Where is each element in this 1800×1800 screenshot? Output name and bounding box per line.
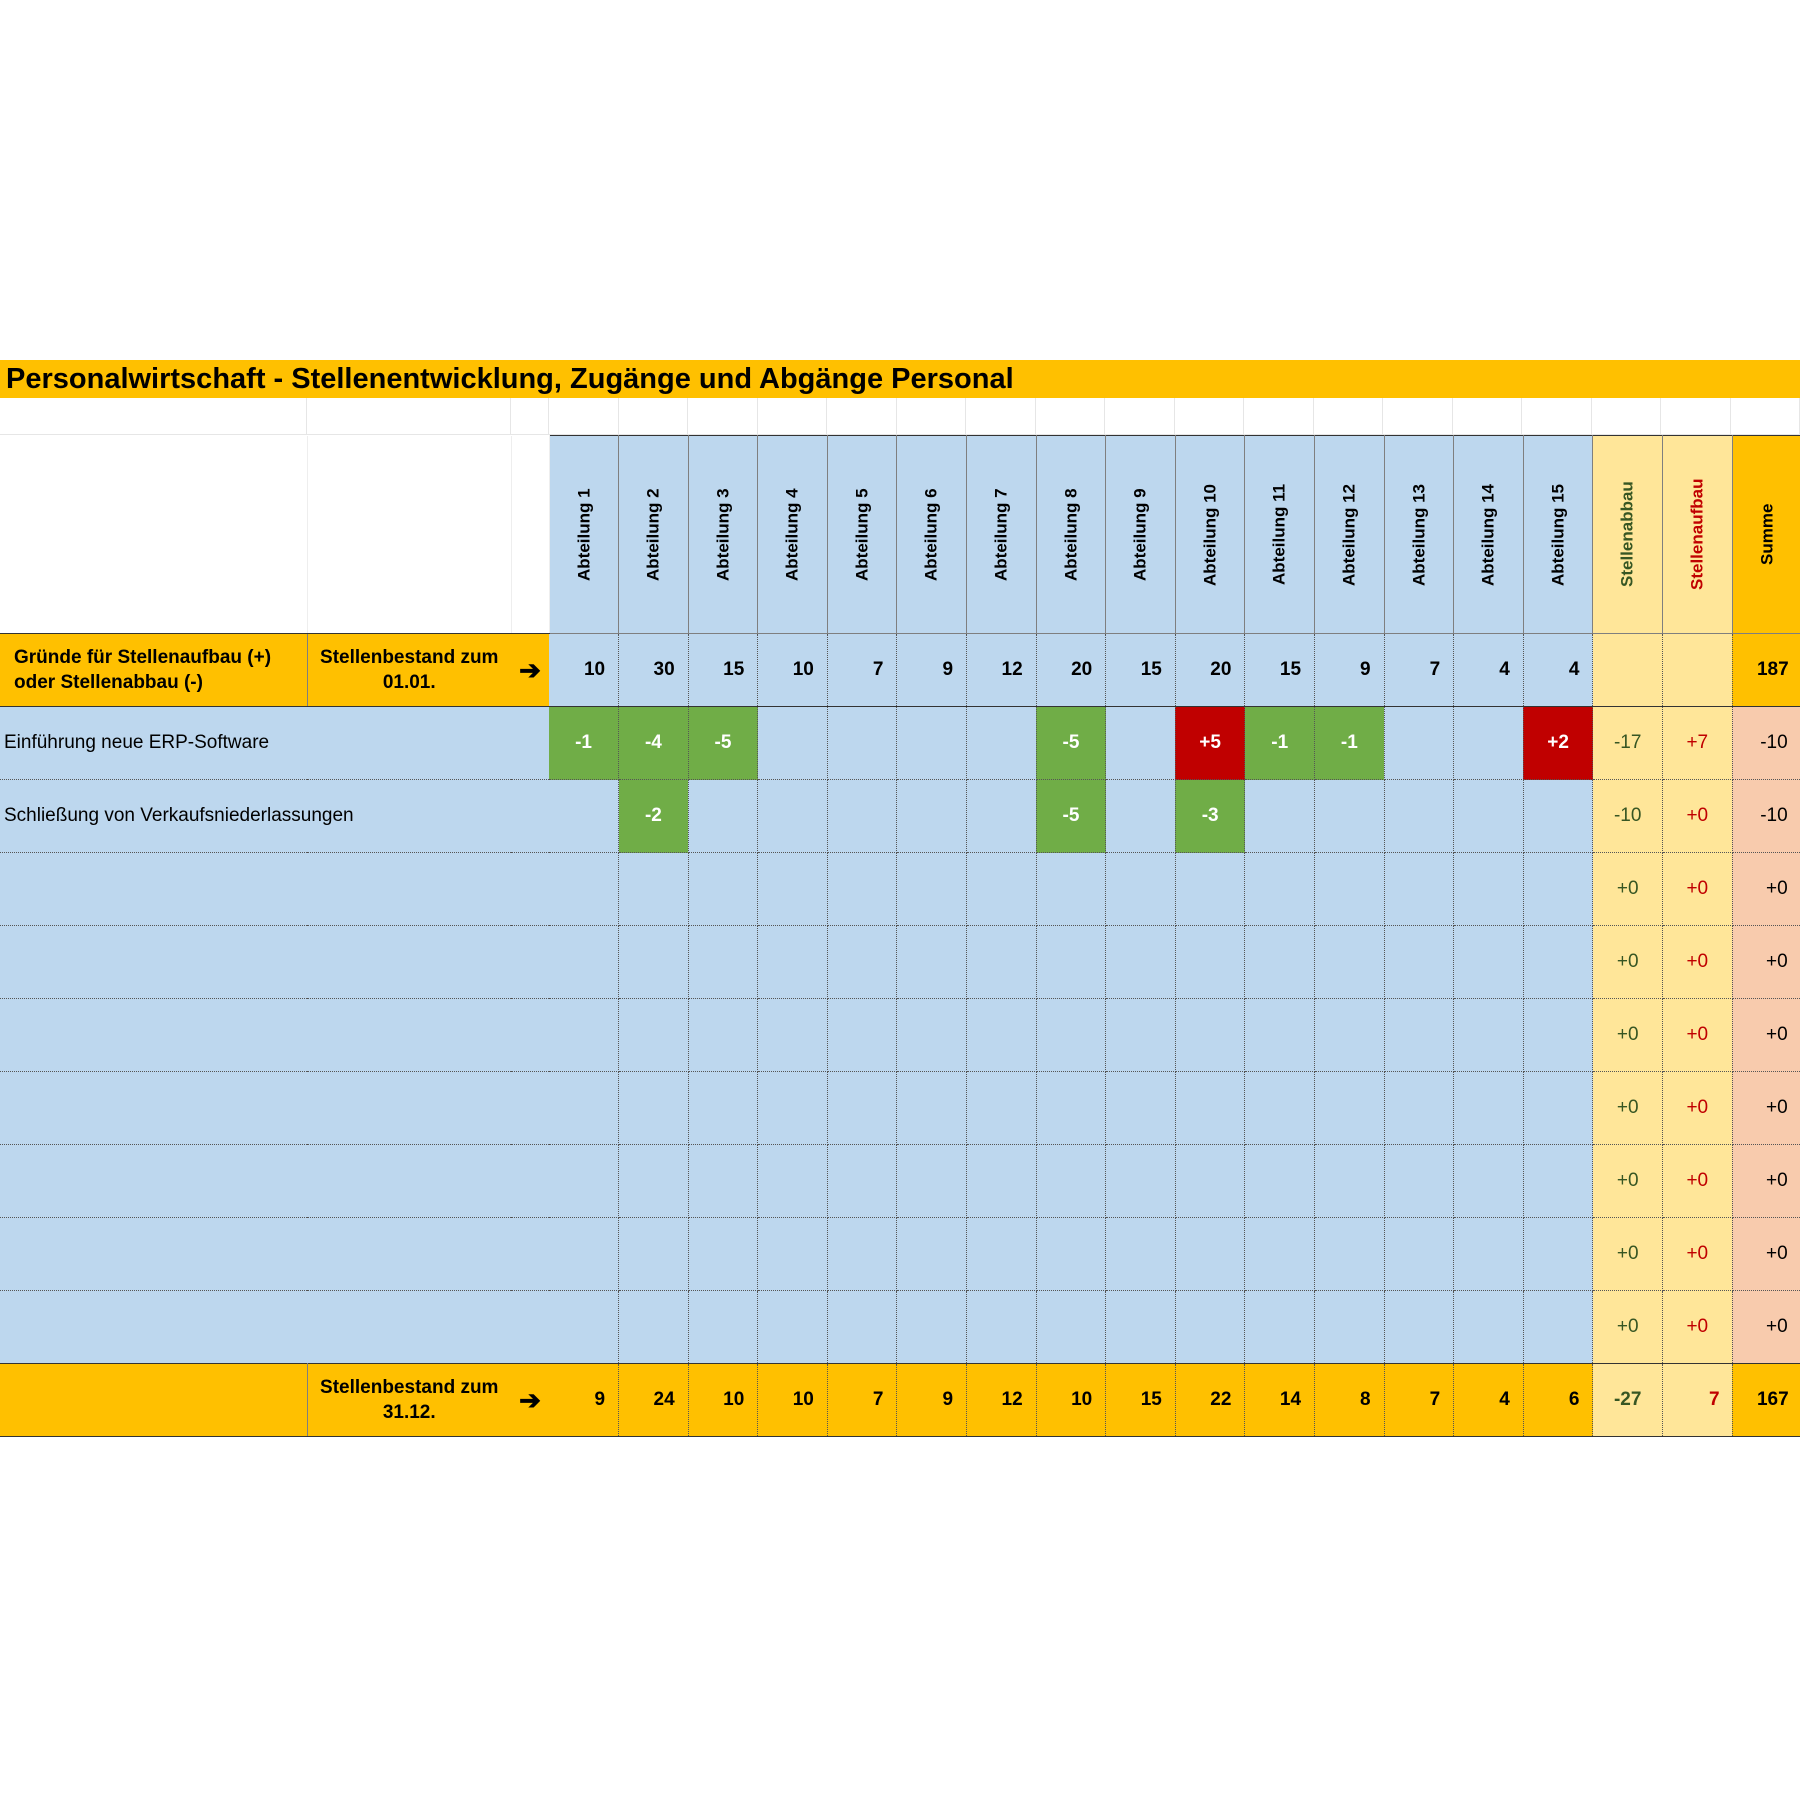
aufbau-cell[interactable]: +0 — [1663, 1218, 1733, 1291]
department-header[interactable] — [1106, 436, 1176, 634]
change-cell[interactable] — [1454, 780, 1524, 853]
change-cell[interactable] — [1245, 1145, 1315, 1218]
department-header[interactable] — [1454, 436, 1524, 634]
change-cell[interactable] — [1175, 853, 1245, 926]
empty-cell[interactable] — [619, 398, 689, 435]
empty-cell[interactable] — [307, 398, 511, 435]
change-cell[interactable] — [1175, 1072, 1245, 1145]
abbau-cell[interactable]: +0 — [1593, 1072, 1663, 1145]
change-cell[interactable] — [688, 1218, 758, 1291]
summe-cell[interactable]: +0 — [1732, 1072, 1800, 1145]
change-cell[interactable] — [619, 1218, 689, 1291]
department-header-label: Abteilung 10 — [1200, 483, 1220, 586]
department-header-label: Abteilung 6 — [921, 488, 941, 581]
change-cell[interactable] — [897, 1145, 967, 1218]
change-cell[interactable] — [1175, 999, 1245, 1072]
end-value[interactable]: 10 — [688, 1364, 758, 1437]
empty-cell[interactable] — [1731, 398, 1800, 435]
change-cell[interactable] — [1454, 853, 1524, 926]
reasons-header[interactable]: Gründe für Stellenaufbau (+) oder Stellenabbau (-) — [0, 634, 307, 707]
change-cell[interactable] — [1454, 1291, 1524, 1364]
change-cell[interactable] — [1106, 853, 1176, 926]
empty-cell[interactable] — [1453, 398, 1523, 435]
reason-cell[interactable] — [0, 999, 549, 1072]
change-cell[interactable] — [1523, 780, 1593, 853]
change-cell[interactable] — [827, 780, 897, 853]
change-cell[interactable] — [1315, 853, 1385, 926]
summe-cell[interactable]: +0 — [1732, 999, 1800, 1072]
end-value[interactable]: 9 — [549, 1364, 619, 1437]
change-cell[interactable] — [758, 999, 828, 1072]
change-cell[interactable] — [1523, 999, 1593, 1072]
change-cell[interactable] — [1315, 1218, 1385, 1291]
aufbau-cell[interactable]: +0 — [1663, 999, 1733, 1072]
start-value[interactable]: 7 — [1384, 634, 1454, 707]
change-cell[interactable] — [688, 780, 758, 853]
abbau-cell[interactable]: -17 — [1593, 707, 1663, 780]
summe-header-label: Summe — [1756, 503, 1776, 566]
empty-header-cell[interactable] — [0, 436, 307, 634]
change-cell[interactable] — [827, 1145, 897, 1218]
change-cell[interactable] — [1454, 926, 1524, 999]
empty-cell[interactable] — [688, 398, 758, 435]
change-cell[interactable] — [758, 926, 828, 999]
change-cell[interactable] — [967, 999, 1037, 1072]
reason-row — [0, 1218, 1800, 1291]
change-cell[interactable] — [1106, 780, 1176, 853]
empty-cell[interactable] — [1244, 398, 1314, 435]
change-cell[interactable] — [619, 999, 689, 1072]
start-value[interactable]: 10 — [549, 634, 619, 707]
change-cell[interactable] — [1315, 999, 1385, 1072]
change-cell[interactable] — [688, 999, 758, 1072]
reason-cell[interactable] — [0, 853, 549, 926]
empty-cell[interactable] — [1661, 398, 1731, 435]
abbau-cell[interactable]: +0 — [1593, 999, 1663, 1072]
end-value[interactable]: 8 — [1315, 1364, 1385, 1437]
empty-header-cell[interactable] — [511, 436, 549, 634]
change-cell[interactable] — [897, 926, 967, 999]
change-cell[interactable] — [897, 1072, 967, 1145]
start-value[interactable]: 15 — [1106, 634, 1176, 707]
reason-row — [0, 1145, 1800, 1218]
change-cell[interactable] — [758, 1145, 828, 1218]
change-cell[interactable] — [1384, 1072, 1454, 1145]
header-row — [0, 436, 1800, 634]
empty-cell[interactable] — [1592, 398, 1662, 435]
change-cell[interactable] — [1315, 1145, 1385, 1218]
personnel-table — [0, 435, 1800, 1437]
department-header[interactable] — [1175, 436, 1245, 634]
change-cell[interactable] — [619, 926, 689, 999]
department-header[interactable] — [619, 436, 689, 634]
change-cell[interactable] — [1036, 1218, 1106, 1291]
summe-cell[interactable]: -10 — [1732, 780, 1800, 853]
change-cell[interactable] — [1036, 853, 1106, 926]
change-cell[interactable] — [1315, 926, 1385, 999]
change-cell[interactable] — [1384, 926, 1454, 999]
end-value[interactable]: 6 — [1523, 1364, 1593, 1437]
change-cell[interactable] — [827, 1072, 897, 1145]
change-cell[interactable] — [1384, 780, 1454, 853]
department-header-label: Abteilung 13 — [1408, 483, 1428, 586]
change-cell[interactable]: -4 — [619, 707, 689, 780]
arrow-icon: ➔ — [511, 634, 549, 707]
change-cell[interactable] — [897, 1218, 967, 1291]
change-cell[interactable] — [1106, 707, 1176, 780]
reason-row — [0, 926, 1800, 999]
empty-cell[interactable] — [0, 1364, 307, 1437]
abbau-cell[interactable]: +0 — [1593, 1291, 1663, 1364]
change-cell[interactable] — [758, 780, 828, 853]
aufbau-cell[interactable]: +0 — [1663, 1145, 1733, 1218]
department-header-label: Abteilung 2 — [643, 488, 663, 581]
end-value[interactable]: 22 — [1175, 1364, 1245, 1437]
change-cell[interactable] — [1175, 1145, 1245, 1218]
department-header[interactable] — [897, 436, 967, 634]
department-header[interactable] — [688, 436, 758, 634]
change-cell[interactable] — [619, 1145, 689, 1218]
reason-row — [0, 707, 1800, 780]
change-cell[interactable] — [827, 707, 897, 780]
aufbau-cell[interactable]: +0 — [1663, 926, 1733, 999]
change-cell[interactable] — [1523, 1145, 1593, 1218]
abbau-cell[interactable]: +0 — [1593, 853, 1663, 926]
department-header[interactable] — [1245, 436, 1315, 634]
end-value[interactable]: 9 — [897, 1364, 967, 1437]
aufbau-cell[interactable]: +7 — [1663, 707, 1733, 780]
empty-cell[interactable] — [1314, 398, 1384, 435]
change-cell[interactable] — [1245, 1291, 1315, 1364]
end-balance-label[interactable]: Stellenbestand zum 31.12. — [307, 1364, 511, 1437]
reason-row — [0, 780, 1800, 853]
summe-cell[interactable]: +0 — [1732, 926, 1800, 999]
sheet-title: Personalwirtschaft - Stellenentwicklung, Zugänge und Abgänge Personal — [0, 360, 1800, 398]
change-cell[interactable]: -1 — [1245, 707, 1315, 780]
change-cell[interactable] — [1454, 707, 1524, 780]
change-cell[interactable] — [1245, 926, 1315, 999]
change-cell[interactable] — [549, 780, 619, 853]
department-header-label: Abteilung 7 — [991, 488, 1011, 581]
change-cell[interactable]: -3 — [1175, 780, 1245, 853]
change-cell[interactable] — [549, 926, 619, 999]
change-cell[interactable]: -5 — [688, 707, 758, 780]
end-value[interactable]: 7 — [827, 1364, 897, 1437]
change-cell[interactable] — [758, 1218, 828, 1291]
change-cell[interactable]: +5 — [1175, 707, 1245, 780]
change-cell[interactable]: -5 — [1036, 707, 1106, 780]
abbau-cell[interactable]: +0 — [1593, 1218, 1663, 1291]
change-cell[interactable] — [1315, 780, 1385, 853]
reason-row — [0, 1291, 1800, 1364]
start-summe[interactable]: 187 — [1732, 634, 1800, 707]
empty-cell[interactable] — [549, 398, 619, 435]
change-cell[interactable] — [1315, 1291, 1385, 1364]
change-cell[interactable] — [897, 780, 967, 853]
empty-cell[interactable] — [1383, 398, 1453, 435]
change-cell[interactable] — [967, 707, 1037, 780]
change-cell[interactable] — [1106, 1291, 1176, 1364]
department-header-label: Abteilung 12 — [1339, 483, 1359, 586]
abbau-cell[interactable]: +0 — [1593, 926, 1663, 999]
change-cell[interactable]: +2 — [1523, 707, 1593, 780]
change-cell[interactable]: -1 — [549, 707, 619, 780]
start-value[interactable]: 7 — [827, 634, 897, 707]
change-cell[interactable] — [1036, 1291, 1106, 1364]
start-value[interactable]: 30 — [619, 634, 689, 707]
change-cell[interactable] — [1106, 999, 1176, 1072]
aufbau-cell[interactable]: +0 — [1663, 853, 1733, 926]
change-cell[interactable] — [688, 926, 758, 999]
change-cell[interactable] — [1245, 780, 1315, 853]
end-value[interactable]: 7 — [1384, 1364, 1454, 1437]
department-header[interactable] — [1315, 436, 1385, 634]
change-cell[interactable] — [549, 853, 619, 926]
end-value[interactable]: 15 — [1106, 1364, 1176, 1437]
empty-cell[interactable] — [1036, 398, 1106, 435]
reason-cell[interactable] — [0, 1291, 549, 1364]
change-cell[interactable] — [967, 1291, 1037, 1364]
change-cell[interactable] — [1523, 853, 1593, 926]
empty-cell[interactable] — [1105, 398, 1175, 435]
change-cell[interactable] — [1036, 926, 1106, 999]
end-value[interactable]: 10 — [1036, 1364, 1106, 1437]
end-value[interactable]: 10 — [758, 1364, 828, 1437]
change-cell[interactable] — [827, 1291, 897, 1364]
change-cell[interactable] — [758, 1291, 828, 1364]
change-cell[interactable] — [1175, 1218, 1245, 1291]
change-cell[interactable] — [688, 1291, 758, 1364]
department-header[interactable] — [967, 436, 1037, 634]
aufbau-cell[interactable]: +0 — [1663, 780, 1733, 853]
change-cell[interactable] — [897, 853, 967, 926]
department-header-label: Abteilung 14 — [1478, 483, 1498, 586]
change-cell[interactable] — [1454, 1072, 1524, 1145]
reason-cell[interactable] — [0, 1145, 549, 1218]
reason-row — [0, 853, 1800, 926]
end-value[interactable]: 12 — [967, 1364, 1037, 1437]
stellenaufbau-header-label: Stellenaufbau — [1687, 478, 1707, 591]
start-value[interactable]: 12 — [967, 634, 1037, 707]
change-cell[interactable] — [1315, 1072, 1385, 1145]
department-header[interactable] — [1384, 436, 1454, 634]
abbau-cell[interactable]: +0 — [1593, 1145, 1663, 1218]
change-cell[interactable] — [688, 1072, 758, 1145]
empty-cell[interactable] — [1522, 398, 1592, 435]
end-value[interactable]: 4 — [1454, 1364, 1524, 1437]
empty-cell[interactable] — [0, 398, 307, 435]
empty-cell[interactable] — [966, 398, 1036, 435]
change-cell[interactable] — [1036, 999, 1106, 1072]
change-cell[interactable] — [1384, 1291, 1454, 1364]
change-cell[interactable] — [967, 853, 1037, 926]
empty-cell[interactable] — [1175, 398, 1245, 435]
department-header-label: Abteilung 5 — [852, 488, 872, 581]
department-header-label: Abteilung 3 — [712, 488, 732, 581]
change-cell[interactable] — [549, 1291, 619, 1364]
change-cell[interactable] — [619, 1072, 689, 1145]
change-cell[interactable]: -2 — [619, 780, 689, 853]
change-cell[interactable] — [1384, 1218, 1454, 1291]
change-cell[interactable] — [827, 853, 897, 926]
change-cell[interactable] — [1523, 1291, 1593, 1364]
reason-row — [0, 1072, 1800, 1145]
start-balance-label[interactable]: Stellenbestand zum 01.01. — [307, 634, 511, 707]
stellenabbau-header[interactable] — [1593, 436, 1663, 634]
change-cell[interactable] — [1175, 926, 1245, 999]
department-header[interactable] — [1523, 436, 1593, 634]
department-header-label: Abteilung 8 — [1060, 488, 1080, 581]
reason-cell[interactable] — [0, 926, 549, 999]
department-header[interactable] — [549, 436, 619, 634]
change-cell[interactable] — [549, 999, 619, 1072]
end-aufbau[interactable]: 7 — [1663, 1364, 1733, 1437]
change-cell[interactable] — [758, 1072, 828, 1145]
change-cell[interactable] — [1036, 1072, 1106, 1145]
summe-cell[interactable]: -10 — [1732, 707, 1800, 780]
change-cell[interactable] — [758, 707, 828, 780]
change-cell[interactable] — [688, 853, 758, 926]
change-cell[interactable]: -5 — [1036, 780, 1106, 853]
change-cell[interactable] — [967, 1145, 1037, 1218]
change-cell[interactable] — [1245, 853, 1315, 926]
change-cell[interactable] — [1245, 999, 1315, 1072]
change-cell[interactable] — [549, 1072, 619, 1145]
change-cell[interactable] — [619, 853, 689, 926]
start-value[interactable]: 4 — [1523, 634, 1593, 707]
spreadsheet — [0, 360, 1800, 1437]
start-value[interactable]: 15 — [1245, 634, 1315, 707]
change-cell[interactable] — [1384, 853, 1454, 926]
end-value[interactable]: 14 — [1245, 1364, 1315, 1437]
spacer-row — [0, 398, 1800, 435]
change-cell[interactable] — [897, 999, 967, 1072]
start-aufbau[interactable] — [1663, 634, 1733, 707]
department-header[interactable] — [827, 436, 897, 634]
summe-cell[interactable]: +0 — [1732, 1218, 1800, 1291]
start-abbau[interactable] — [1593, 634, 1663, 707]
change-cell[interactable] — [827, 999, 897, 1072]
change-cell[interactable] — [619, 1291, 689, 1364]
change-cell[interactable] — [1036, 1145, 1106, 1218]
empty-cell[interactable] — [511, 398, 549, 435]
aufbau-cell[interactable]: +0 — [1663, 1072, 1733, 1145]
change-cell[interactable] — [967, 1072, 1037, 1145]
change-cell[interactable] — [758, 853, 828, 926]
abbau-cell[interactable]: -10 — [1593, 780, 1663, 853]
change-cell[interactable] — [897, 707, 967, 780]
change-cell[interactable] — [897, 1291, 967, 1364]
department-header[interactable] — [1036, 436, 1106, 634]
stellenaufbau-header[interactable] — [1663, 436, 1733, 634]
end-abbau[interactable]: -27 — [1593, 1364, 1663, 1437]
empty-cell[interactable] — [758, 398, 828, 435]
change-cell[interactable] — [967, 780, 1037, 853]
summe-header[interactable] — [1732, 436, 1800, 634]
reason-row — [0, 999, 1800, 1072]
change-cell[interactable] — [1106, 1072, 1176, 1145]
reason-cell[interactable]: Einführung neue ERP-Software — [0, 707, 549, 780]
change-cell[interactable] — [967, 926, 1037, 999]
department-header-label: Abteilung 9 — [1130, 488, 1150, 581]
change-cell[interactable] — [1245, 1218, 1315, 1291]
change-cell[interactable] — [1384, 707, 1454, 780]
change-cell[interactable] — [1175, 1291, 1245, 1364]
reason-cell[interactable]: Schließung von Verkaufsniederlassungen — [0, 780, 549, 853]
start-value[interactable]: 4 — [1454, 634, 1524, 707]
department-header-label: Abteilung 1 — [573, 488, 593, 581]
change-cell[interactable] — [1106, 926, 1176, 999]
aufbau-cell[interactable]: +0 — [1663, 1291, 1733, 1364]
department-header[interactable] — [758, 436, 828, 634]
start-value[interactable]: 9 — [897, 634, 967, 707]
summe-cell[interactable]: +0 — [1732, 1145, 1800, 1218]
change-cell[interactable] — [1106, 1145, 1176, 1218]
change-cell[interactable] — [967, 1218, 1037, 1291]
change-cell[interactable]: -1 — [1315, 707, 1385, 780]
change-cell[interactable] — [1454, 999, 1524, 1072]
change-cell[interactable] — [1454, 1218, 1524, 1291]
change-cell[interactable] — [1384, 999, 1454, 1072]
start-value[interactable]: 15 — [688, 634, 758, 707]
empty-cell[interactable] — [897, 398, 967, 435]
start-value[interactable]: 9 — [1315, 634, 1385, 707]
change-cell[interactable] — [1454, 1145, 1524, 1218]
summe-cell[interactable]: +0 — [1732, 1291, 1800, 1364]
change-cell[interactable] — [549, 1218, 619, 1291]
change-cell[interactable] — [549, 1145, 619, 1218]
start-balance-row — [0, 634, 1800, 707]
change-cell[interactable] — [827, 1218, 897, 1291]
start-value[interactable]: 20 — [1175, 634, 1245, 707]
change-cell[interactable] — [1523, 926, 1593, 999]
empty-header-cell[interactable] — [307, 436, 511, 634]
change-cell[interactable] — [1245, 1072, 1315, 1145]
stellenabbau-header-label: Stellenabbau — [1617, 481, 1637, 588]
empty-cell[interactable] — [827, 398, 897, 435]
arrow-icon: ➔ — [511, 1364, 549, 1437]
end-summe[interactable]: 167 — [1732, 1364, 1800, 1437]
change-cell[interactable] — [688, 1145, 758, 1218]
change-cell[interactable] — [1523, 1072, 1593, 1145]
change-cell[interactable] — [827, 926, 897, 999]
summe-cell[interactable]: +0 — [1732, 853, 1800, 926]
department-header-label: Abteilung 11 — [1269, 483, 1289, 586]
end-value[interactable]: 24 — [619, 1364, 689, 1437]
start-value[interactable]: 20 — [1036, 634, 1106, 707]
start-value[interactable]: 10 — [758, 634, 828, 707]
department-header-label: Abteilung 4 — [782, 488, 802, 581]
reason-cell[interactable] — [0, 1072, 549, 1145]
end-balance-row — [0, 1364, 1800, 1437]
change-cell[interactable] — [1523, 1218, 1593, 1291]
change-cell[interactable] — [1384, 1145, 1454, 1218]
department-header-label: Abteilung 15 — [1548, 483, 1568, 586]
change-cell[interactable] — [1106, 1218, 1176, 1291]
reason-cell[interactable] — [0, 1218, 549, 1291]
